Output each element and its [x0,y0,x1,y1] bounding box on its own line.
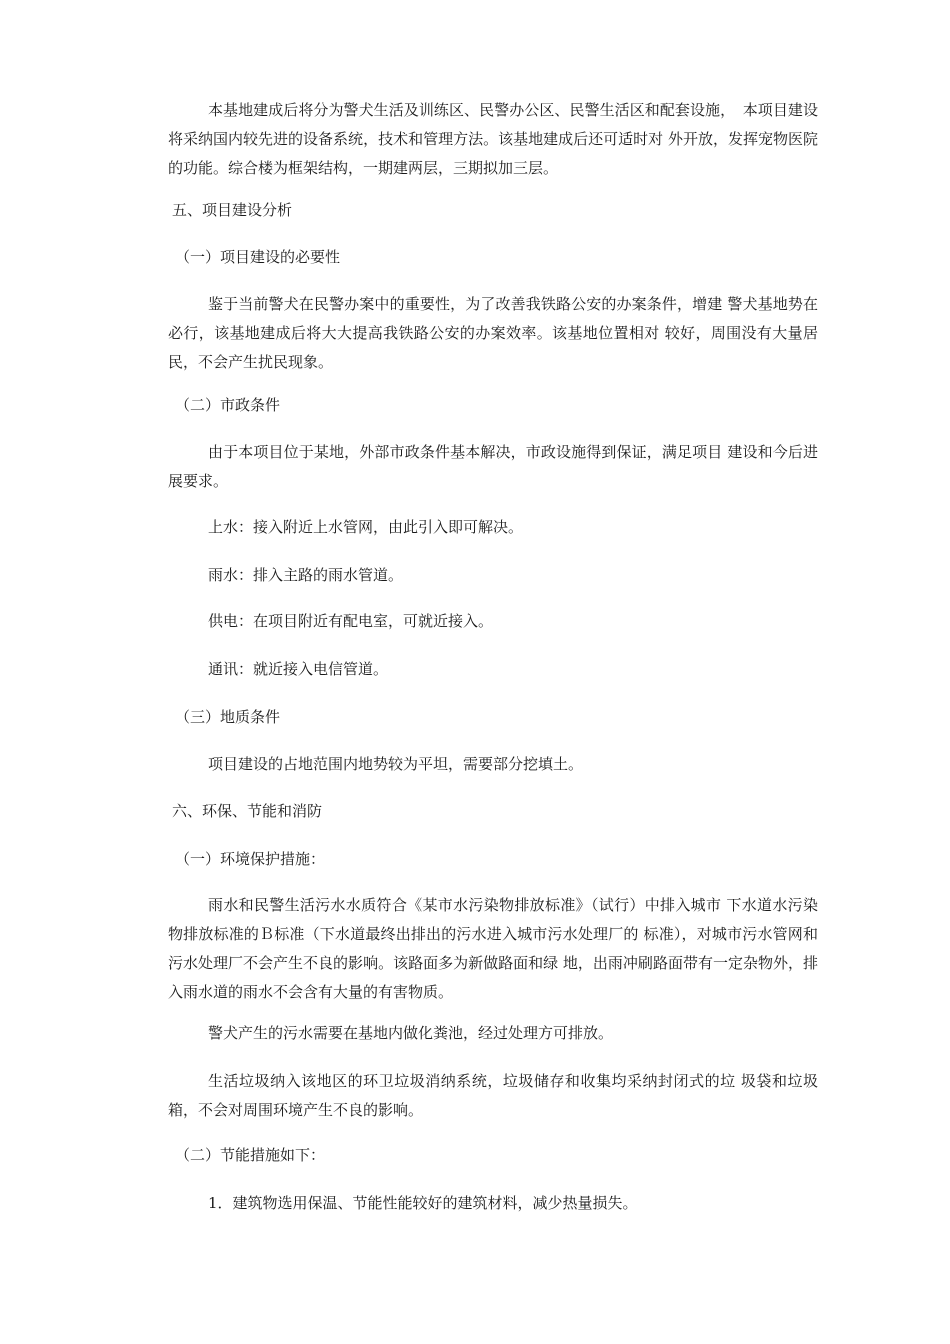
paragraph-dog-sewage: 警犬产生的污水需要在基地内做化粪池，经过处理方可排放。 [208,1024,614,1042]
subheading-necessity: （一）项目建设的必要性 [175,248,341,266]
paragraph-base-layout: 本基地建成后将分为警犬生活及训练区、民警办公区、民警生活区和配套设施， 本项目建设将采纳国内较先进的设备系统，技术和管理方法。该基地建成后还可适时对 外开放，发挥宠物医院的功能。综合楼为框架结构，一期建两层，三期拟加三层。 [168,101,818,177]
item-rainwater: 雨水：排入主路的雨水管道。 [208,566,404,584]
item-power: 供电：在项目附近有配电室，可就近接入。 [208,612,494,630]
paragraph-municipal: 由于本项目位于某地，外部市政条件基本解决，市政设施得到保证，满足项目 建设和今后进展要求。 [168,443,818,490]
subheading-municipal: （二）市政条件 [175,396,281,414]
heading-section-6: 六、环保、节能和消防 [172,802,323,820]
paragraph-garbage: 生活垃圾纳入该地区的环卫垃圾消纳系统，垃圾储存和收集均采纳封闭式的垃 圾袋和垃圾箱，不会对周围环境产生不良的影响。 [168,1072,818,1119]
subheading-energy-saving: （二）节能措施如下： [175,1146,326,1164]
paragraph-geology: 项目建设的占地范围内地势较为平坦，需要部分挖填土。 [208,755,584,773]
item-telecom: 通讯：就近接入电信管道。 [208,660,389,678]
paragraph-sewage-standard: 雨水和民警生活污水水质符合《某市水污染物排放标准》（试行）中排入城市 下水道水污染物排放标准的Ｂ标准（下水道最终出排出的污水进入城市污水处理厂的 标准），对城市污水管网和污水处理厂不会产生不良的影响。该路面多为新做路面和绿 地，出雨冲刷路面带有一定杂物外，排入雨水道的雨水不会含有大量的有害物质。 [168,896,818,1001]
item-energy-materials: 1．建筑物选用保温、节能性能较好的建筑材料，减少热量损失。 [208,1194,638,1212]
heading-section-5: 五、项目建设分析 [172,201,293,219]
item-water-supply: 上水：接入附近上水管网，由此引入即可解决。 [208,518,524,536]
paragraph-necessity: 鉴于当前警犬在民警办案中的重要性，为了改善我铁路公安的办案条件，增建 警犬基地势在必行，该基地建成后将大大提高我铁路公安的办案效率。该基地位置相对 较好，周围没有大量居民，不会产生扰民现象。 [168,295,818,371]
subheading-geology: （三）地质条件 [175,708,281,726]
subheading-environment: （一）环境保护措施： [175,850,326,868]
